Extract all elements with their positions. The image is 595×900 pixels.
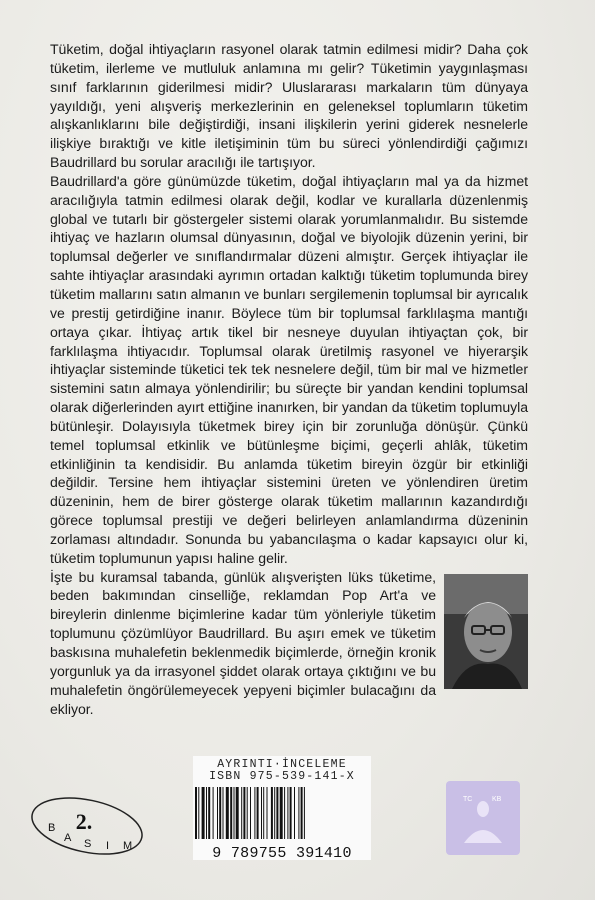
barcode-bar: [202, 787, 205, 839]
barcode-bar: [230, 787, 232, 839]
barcode-bar: [206, 787, 207, 839]
barcode-bar: [301, 787, 303, 839]
blurb-text: [50, 40, 528, 718]
barcode-bar: [257, 787, 259, 839]
edition-letter-s: S: [84, 838, 92, 850]
edition-letter-m: M: [123, 840, 133, 852]
svg-text:TC: TC: [463, 796, 473, 803]
barcode-bar: [219, 787, 221, 839]
barcode-bar: [290, 787, 292, 839]
barcode-bar: [276, 787, 278, 839]
barcode-bar: [271, 787, 273, 839]
barcode-bar: [213, 787, 214, 839]
barcode-bar: [298, 787, 299, 839]
paragraph-2: Baudrillard'a göre günümüzde tüketim, doğal ihtiyaçların mal ya da hizmet aracılığıyla tatmin edilmesi olarak değil, kodlar ve kurallarla düzenlenmiş global ve tutarlı bir göstergeler sistemi olarak yorumlanmalıdır. Bu sistemde ihtiyaç ve hazların olumsal dünyasının, doğal ve biyolojik düzenin yerini, bir toplumsal değerler ve sınıflandırmalar düzeni almıştır. Gerçek ihtiyaçlar ile sahte ihtiyaçlar arasındaki ayrımın ortadan kalktığı tüketim toplumunda birey tüketim mallarını satın almanın ve bunları sergilemenin toplumsal bir ayrıcalık ve prestij getirdiğine inanır. Böylece tüm bir toplumsal farklılaşma mantığı ortaya çıkar. İhtiyaç artık tikel bir nesneye duyulan ihtiyaçtan çok, bir farklılaşma ihtiyacıdır. Toplumsal olarak üretilmiş rasyonel ve hiyerarşik ihtiyaçlar sisteminde tüketici tek tek nesnelere değil, tüm bir mal ve hizmetler sistemini satın almaya yönlendirilir; bu süreçte bir yandan kendini toplumsal olarak diğerlerinden ayırt ettiğine inanırken, bir yandan da tüketim toplumuyla bütünleşir. Dolayısıyla tüketmek birey için bir zorunluğa dönüşür. Çünkü temel toplumsal etkinlik ve bütünleşme biçimi, geçerli ahlâk, tüketim etkinliğinin ta kendisidir. Bu anlamda tüketim bireyin özgür bir etkinliği değildir. Tersine hem ihtiyaçlar sistemini üreten ve yönlendiren üretim düzeninin, hem de birer gösterge olarak tüketim mallarının kazandırdığı görece toplumsal prestiji ve değeri belirleyen anlamlandırma düzeninin zorlaması altındadır. Sonunda bu yabancılaşma o kadar kapsayıcı olur ki, tüketim toplumunun yapısı haline gelir.: [50, 172, 528, 566]
barcode-bar: [217, 787, 218, 839]
barcode-bar: [280, 787, 283, 839]
barcode-bar: [261, 787, 262, 839]
author-photo: [444, 574, 528, 689]
barcode-bar: [241, 787, 242, 839]
barcode-bar: [236, 787, 239, 839]
barcode-bar: [243, 787, 245, 839]
barcode-bar: [226, 787, 229, 839]
barcode-bar: [208, 787, 210, 839]
barcode-bar: [287, 787, 288, 839]
svg-text:KB: KB: [492, 796, 502, 803]
edition-badge: [28, 795, 146, 857]
barcode-digits: 9 789755 391410: [212, 845, 352, 862]
edition-letter-b: B: [48, 822, 56, 834]
series-name: AYRINTI·İNCELEME: [217, 758, 347, 771]
barcode-bars: [193, 787, 357, 839]
barcode-bar: [198, 787, 199, 839]
barcode-bar: [234, 787, 235, 839]
edition-letter-i: I: [106, 840, 110, 852]
publisher-logo: [446, 781, 520, 855]
barcode-bar: [254, 787, 255, 839]
barcode-bar: [284, 787, 285, 839]
barcode-bar: [195, 787, 197, 839]
barcode-bar: [294, 787, 295, 839]
paragraph-3: İşte bu kuramsal tabanda, günlük alışverişten lüks tüketime, beden bakımından cinselliğe, reklamdan Pop Art'a ve bireylerin dinlenme biçimlerine kadar tüm yönleriyle tüketim toplumunu çözümlüyor Baudrillard. Bu aşırı emek ve tüketim baskısına muhalefetin beklenmedik biçimlerde, örneğin kronik yorgunluk ya da irrasyonel şiddet olarak ortaya çıktığını ve bu muhalefetin öngörülemeyecek yepyeni biçimler bulacağını da ekliyor.: [50, 568, 436, 717]
barcode-bar: [267, 787, 268, 839]
isbn-barcode: [193, 756, 371, 860]
edition-letter-a: A: [64, 832, 72, 844]
isbn-number: ISBN 975-539-141-X: [209, 770, 355, 783]
edition-number: 2.: [75, 809, 93, 834]
barcode-bar: [304, 787, 305, 839]
paragraph-1: Tüketim, doğal ihtiyaçların rasyonel olarak tatmin edilmesi midir? Daha çok tüketim, ilerleme ve mutluluk anlamına mı gelir? Tüketimin yaygınlaşması sınıf farklarının giderilmesi midir? Uluslararası markaların tüm dünyaya yayıldığı, yeni alışveriş merkezlerinin en geleneksel toplumların tüketim alışkanlıklarını bile değiştirdiği, insani ilişkilerin yerini giderek nesnelerle ilişkiye bıraktığı ve kitle iletişiminin tüm bu süreci yönlendirdiği çağımızı Baudrillard bu sorular aracılığı ile tartışıyor.: [50, 41, 528, 171]
barcode-bar: [263, 787, 264, 839]
barcode-bar: [223, 787, 224, 839]
barcode-bar: [274, 787, 275, 839]
barcode-bar: [247, 787, 248, 839]
barcode-bar: [250, 787, 251, 839]
